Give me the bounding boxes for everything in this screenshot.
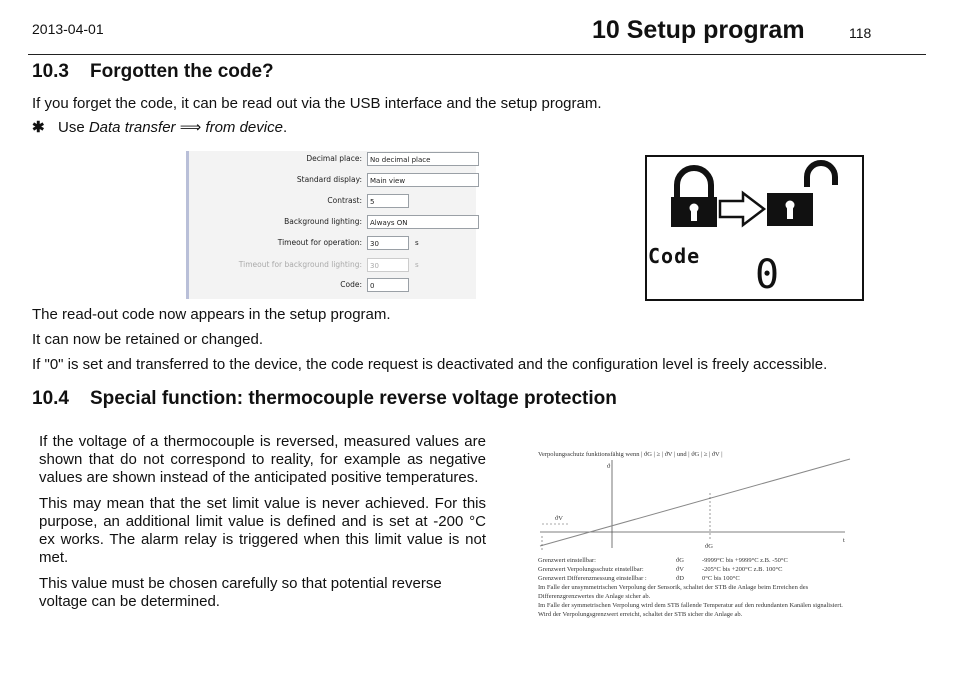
diagram-note: Wird der Verpolungsgrenzwert erreicht, schaltet der STB sicher die Anlage ab. <box>538 611 743 618</box>
arrow-icon: ⟹ <box>179 119 202 136</box>
diagram-trend-line <box>540 459 850 546</box>
diagram-row-sym: ϑD <box>676 575 684 582</box>
diagram-heading: Verpolungsschutz funktionsfähig wenn | ϑG | ≥ | ϑV | und | ϑG | ≥ | ϑV | <box>538 451 723 458</box>
diagram-row-val: -9999°C bis +9999°C z.B. -50°C <box>702 557 788 564</box>
diagram-row-name: Grenzwert Verpolungsschutz einstellbar: <box>538 566 644 573</box>
paragraph-reversed-voltage: If the voltage of a thermocouple is reversed, measured values are shown that do not correspond to reality, for example as negative values are shown instead of the anticipated positive temperatures. <box>39 433 486 486</box>
paragraph-zero-code: If "0" is set and transferred to the device, the code request is deactivated and the configuration level is freely accessible. <box>32 356 828 373</box>
section-number: 10.3 <box>32 61 69 82</box>
paragraph-limit-value: This may mean that the set limit value is never achieved. For this purpose, an additional limit value is defined and is set at -200 °C ex works. The alarm relay is triggered when this limit value is not met. <box>39 495 486 566</box>
header-rule <box>28 54 926 55</box>
menu-path-from-device: from device <box>205 119 283 136</box>
setting-label: Contrast: <box>327 196 362 205</box>
menu-path-data-transfer: Data transfer <box>88 119 176 136</box>
section-title: Special function: thermocouple reverse voltage protection <box>90 388 617 409</box>
section-heading-10-4 <box>32 388 617 410</box>
setting-label: Timeout for background lighting: <box>238 260 362 269</box>
bullet-prefix: Use <box>58 119 89 136</box>
diagram-note: Differenzgrenzwertes die Anlage sicher ab. <box>538 593 651 600</box>
setting-row-timeout-background <box>189 258 479 274</box>
setting-label: Decimal place: <box>306 154 362 163</box>
setting-row-code <box>189 278 479 294</box>
paragraph-retained: It can now be retained or changed. <box>32 331 263 348</box>
asterisk-bullet-icon: ✱ <box>32 119 45 136</box>
setting-field[interactable]: Main view <box>367 173 479 187</box>
page-title: 10 Setup program <box>592 16 805 44</box>
section-number: 10.4 <box>32 388 69 409</box>
diagram-note: Im Falle der symmetrischen Verpolung wird dem STB fallende Temperatur auf den redundanten Kanälen signalisiert. <box>538 602 843 609</box>
reverse-voltage-diagram <box>530 448 910 628</box>
setting-field[interactable]: 30 <box>367 236 409 250</box>
diagram-label-g: ϑG <box>705 543 713 550</box>
section-text-column <box>39 433 486 619</box>
diagram-axis-y-label: ϑ <box>607 463 611 470</box>
setting-field[interactable]: Always ON <box>367 215 479 229</box>
diagram-limit-table <box>538 557 788 582</box>
setting-row-decimal-place <box>189 152 479 168</box>
diagram-row-val: -205°C bis +200°C z.B. 100°C <box>702 566 783 573</box>
setting-field[interactable]: 0 <box>367 278 409 292</box>
paragraph-intro: If you forget the code, it can be read out via the USB interface and the setup program. <box>32 95 602 112</box>
diagram-row-sym: ϑG <box>676 557 684 564</box>
diagram-row-val: 0°C bis 100°C <box>702 575 740 582</box>
setting-field[interactable]: 5 <box>367 194 409 208</box>
setup-settings-panel <box>186 151 476 299</box>
setting-field[interactable]: No decimal place <box>367 152 479 166</box>
bullet-suffix: . <box>282 119 288 136</box>
device-code-value: 0 <box>755 252 780 298</box>
setting-unit: s <box>415 261 419 269</box>
diagram-row-name: Grenzwert Differenzmessung einstellbar : <box>538 575 647 582</box>
diagram-notes <box>538 584 843 618</box>
page-number: 118 <box>849 25 872 41</box>
setting-row-standard-display <box>189 173 479 189</box>
device-display <box>645 155 864 301</box>
diagram-row-sym: ϑV <box>676 566 684 573</box>
paragraph-readout: The read-out code now appears in the setup program. <box>32 306 391 323</box>
device-code-label: Code <box>648 244 701 268</box>
section-title: Forgotten the code? <box>90 61 274 82</box>
lock-unlock-graphic <box>647 157 862 247</box>
setting-row-background-lighting <box>189 215 479 231</box>
setting-field: 30 <box>367 258 409 272</box>
instruction-bullet <box>32 119 287 137</box>
setting-label: Background lighting: <box>284 217 362 226</box>
setting-row-contrast <box>189 194 479 210</box>
diagram-note: Im Falle der unsymmetrischen Verpolung der Sensorik, schaltet der STB die Anlage beim Erreichen des <box>538 584 809 591</box>
setting-label: Timeout for operation: <box>277 238 362 247</box>
section-heading-10-3 <box>32 61 274 83</box>
locked-padlock-icon <box>671 168 717 227</box>
diagram-row-name: Grenzwert einstellbar: <box>538 557 596 564</box>
setting-unit: s <box>415 239 419 247</box>
setting-row-timeout-operation <box>189 236 479 252</box>
setting-label: Standard display: <box>296 175 362 184</box>
arrow-right-icon <box>720 193 764 225</box>
header-date: 2013-04-01 <box>32 21 104 37</box>
setting-label: Code: <box>340 280 362 289</box>
diagram-axis-x-label: t <box>843 537 845 544</box>
paragraph-choose-carefully: This value must be chosen carefully so that potential reverse voltage can be determined. <box>39 575 442 610</box>
diagram-label-v: ϑV <box>555 515 563 522</box>
unlocked-padlock-icon <box>767 163 835 226</box>
